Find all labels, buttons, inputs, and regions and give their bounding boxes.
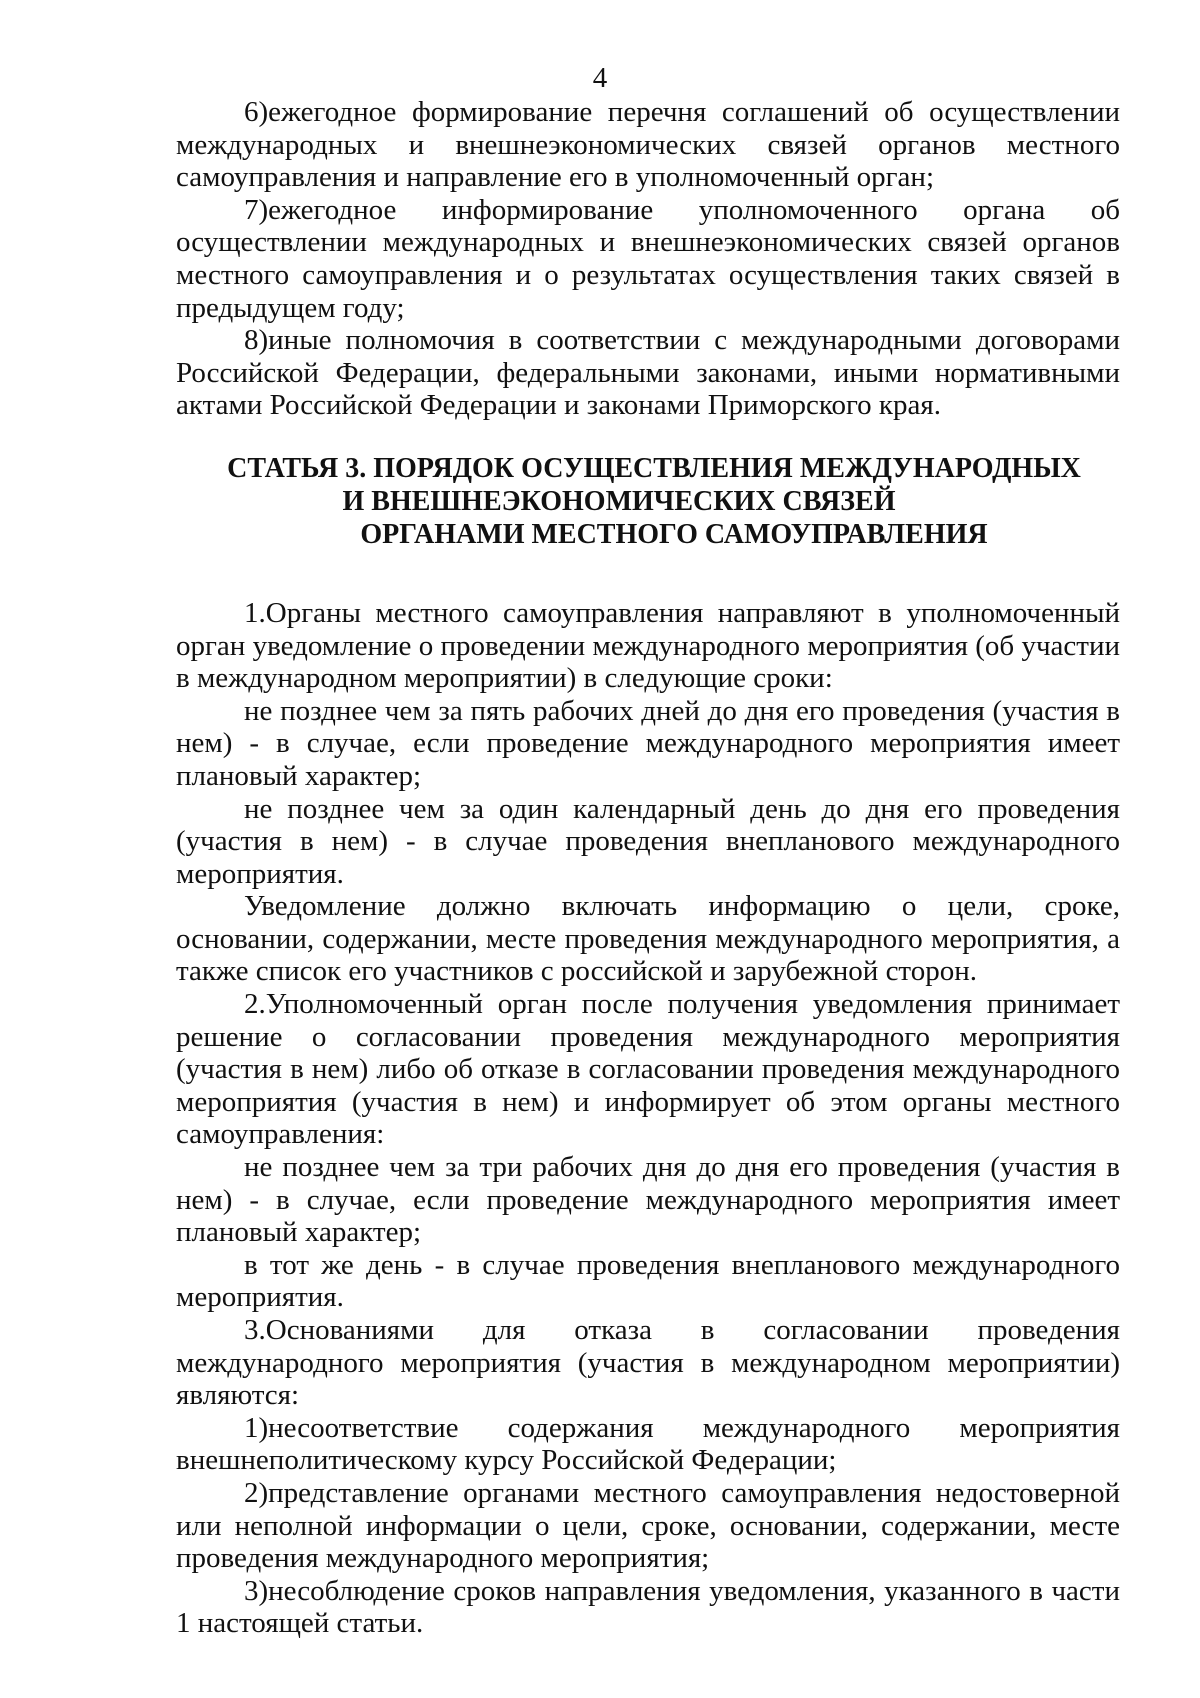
paragraph-deadline-planned: не позднее чем за пять рабочих дней до дня его проведения (участия в нем) - в случае, если проведение международного мероприятия имеет плановый характер; bbox=[176, 694, 1120, 792]
paragraph-notification-content: Уведомление должно включать информацию о цели, сроке, основании, содержании, месте проведения международного мероприятия, а также список его участников с российской и зарубежной сторон. bbox=[176, 890, 1120, 988]
paragraph-response-unplanned: в тот же день - в случае проведения внепланового международного мероприятия. bbox=[176, 1248, 1120, 1314]
paragraph-deadline-unplanned: не позднее чем за один календарный день до дня его проведения (участия в нем) - в случае проведения внепланового международного мероприятия. bbox=[176, 792, 1120, 890]
page-number: 4 bbox=[592, 62, 608, 94]
paragraph-item-7: 7)ежегодное информирование уполномоченного органа об осуществлении международных и внешнеэкономических связей органов местного самоуправления и о результатах осуществления таких связей в предыдущем году; bbox=[176, 193, 1120, 324]
article-heading-line: И ВНЕШНЕЭКОНОМИЧЕСКИХ СВЯЗЕЙ bbox=[342, 485, 896, 517]
spacer bbox=[176, 551, 1120, 597]
paragraph-part-2: 2.Уполномоченный орган после получения уведомления принимает решение о согласовании проведения международного мероприятия (участия в нем) либо об отказе в согласовании проведения международного мероприятия (участия в нем) и информирует об этом органы местного самоуправления: bbox=[176, 988, 1120, 1151]
paragraph-item-6: 6)ежегодное формирование перечня соглашений об осуществлении международных и внешнеэкономических связей органов местного самоуправления и направление его в уполномоченный орган; bbox=[176, 96, 1120, 194]
article-heading-line: ОРГАНАМИ МЕСТНОГО САМОУПРАВЛЕНИЯ bbox=[360, 518, 988, 550]
paragraph-ground-2: 2)представление органами местного самоуправления недостоверной или неполной информации о цели, сроке, основании, содержании, месте проведения международного мероприятия; bbox=[176, 1476, 1120, 1575]
paragraph-response-planned: не позднее чем за три рабочих дня до дня его проведения (участия в нем) - в случае, если проведение международного мероприятия имеет плановый характер; bbox=[176, 1151, 1120, 1249]
paragraph-ground-1: 1)несоответствие содержания международного мероприятия внешнеполитическому курсу Российской Федерации; bbox=[176, 1411, 1120, 1477]
document-body bbox=[176, 96, 1120, 1640]
article-heading-line: СТАТЬЯ 3. ПОРЯДОК ОСУЩЕСТВЛЕНИЯ МЕЖДУНАРОДНЫХ bbox=[227, 452, 1081, 484]
paragraph-ground-3: 3)несоблюдение сроков направления уведомления, указанного в части 1 настоящей статьи. bbox=[176, 1574, 1120, 1640]
spacer bbox=[176, 422, 1120, 452]
paragraph-part-3: 3.Основаниями для отказа в согласовании проведения международного мероприятия (участия в международном мероприятии) являются: bbox=[176, 1314, 1120, 1412]
article-heading bbox=[176, 452, 1120, 551]
paragraph-part-1: 1.Органы местного самоуправления направляют в уполномоченный орган уведомление о проведении международного мероприятия (об участии в международном мероприятии) в следующие сроки: bbox=[176, 596, 1120, 695]
paragraph-item-8: 8)иные полномочия в соответствии с международными договорами Российской Федерации, федеральными законами, иными нормативными актами Российской Федерации и законами Приморского края. bbox=[176, 324, 1120, 422]
